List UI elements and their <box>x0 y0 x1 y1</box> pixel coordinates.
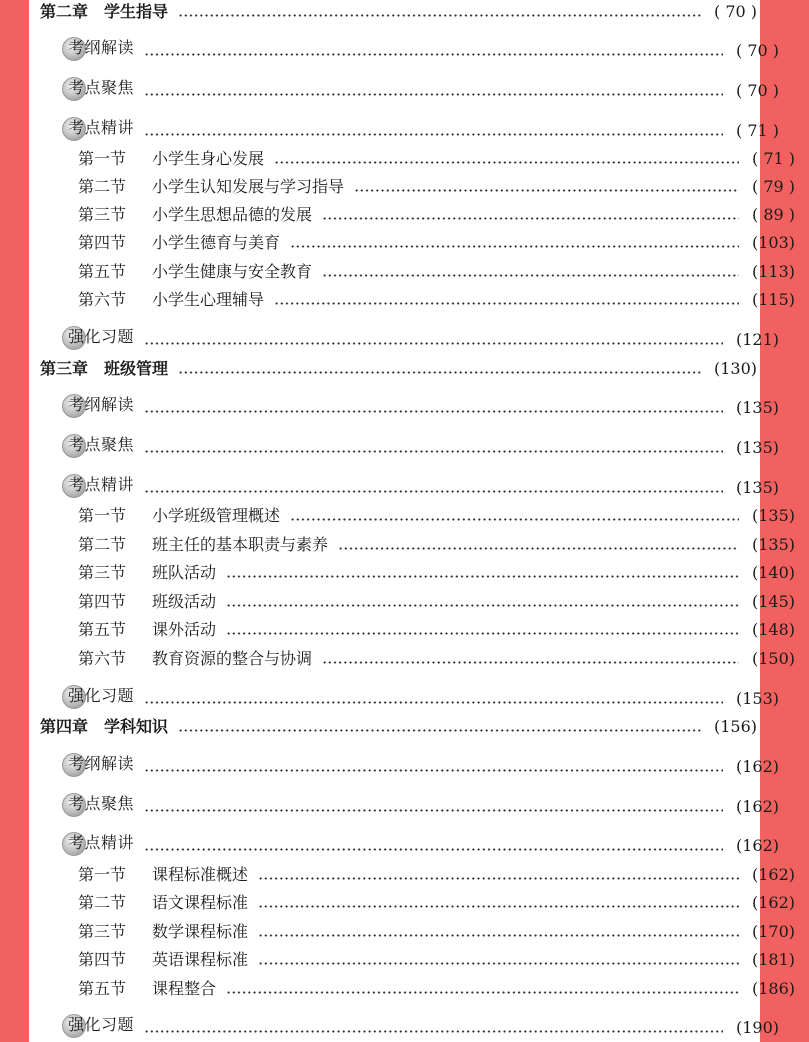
page-number: (113) <box>751 262 795 281</box>
section-label: 课程整合 <box>152 979 217 998</box>
dot-leader <box>178 14 701 17</box>
dot-leader <box>226 991 739 994</box>
dot-leader <box>144 450 723 453</box>
section-title <box>78 979 216 999</box>
page-number: (121) <box>735 330 779 349</box>
section-label: 小学班级管理概述 <box>152 506 281 525</box>
dot-leader <box>178 729 701 732</box>
section-number: 第一节 <box>78 865 127 884</box>
section-label: 班队活动 <box>152 563 217 582</box>
feature-badge <box>62 751 134 777</box>
feature-badge <box>62 791 134 817</box>
section-number: 第六节 <box>78 290 127 309</box>
section-number: 第三节 <box>78 922 127 941</box>
feature-badge <box>62 75 134 101</box>
feature-badge <box>62 830 134 856</box>
feature-entry[interactable] <box>29 1012 793 1038</box>
page-number: (135) <box>735 398 779 417</box>
feature-badge <box>62 432 134 458</box>
feature-entry[interactable] <box>29 115 793 141</box>
badge <box>62 75 134 101</box>
feature-label: 强化习题 <box>68 686 135 705</box>
feature-label: 考纲解读 <box>68 754 135 773</box>
section-label: 班主任的基本职责与素养 <box>152 535 329 554</box>
section-entry[interactable] <box>29 859 809 885</box>
section-number: 第三节 <box>78 563 127 582</box>
dot-leader <box>226 575 739 578</box>
dot-leader <box>354 189 739 192</box>
feature-entry[interactable] <box>29 472 793 498</box>
section-label: 小学生心理辅导 <box>152 290 265 309</box>
section-number: 第四节 <box>78 233 127 252</box>
page-number: (170) <box>751 922 795 941</box>
page-number: (156) <box>713 717 757 736</box>
section-entry[interactable] <box>29 256 809 282</box>
dot-leader <box>322 274 739 277</box>
dot-leader <box>274 161 739 164</box>
badge <box>62 392 134 418</box>
section-entry[interactable] <box>29 284 809 310</box>
section-entry[interactable] <box>29 529 809 555</box>
dot-leader <box>338 547 739 550</box>
feature-badge <box>62 1012 134 1038</box>
section-entry[interactable] <box>29 143 809 169</box>
section-entry[interactable] <box>29 944 809 970</box>
section-title <box>78 233 280 253</box>
page-number: (162) <box>735 797 779 816</box>
feature-badge <box>62 115 134 141</box>
page-number: (186) <box>751 979 795 998</box>
section-title <box>78 865 248 885</box>
badge <box>62 751 134 777</box>
section-number: 第一节 <box>78 506 127 525</box>
page-number: (190) <box>735 1018 779 1037</box>
page-number: ( 71 ) <box>735 121 779 140</box>
feature-label: 考点精讲 <box>68 118 135 137</box>
chapter-title: 第二章 学生指导 <box>40 2 169 21</box>
page-number: (140) <box>751 563 795 582</box>
badge <box>62 1012 134 1038</box>
section-entry[interactable] <box>29 171 809 197</box>
dot-leader <box>290 245 739 248</box>
page-number: (162) <box>751 865 795 884</box>
badge <box>62 472 134 498</box>
feature-badge <box>62 472 134 498</box>
dot-leader <box>178 371 701 374</box>
page-number: ( 70 ) <box>735 41 779 60</box>
page-number: (162) <box>735 836 779 855</box>
dot-leader <box>144 769 723 772</box>
feature-label: 考点精讲 <box>68 475 135 494</box>
dot-leader <box>226 632 739 635</box>
section-number: 第二节 <box>78 177 127 196</box>
feature-label: 考纲解读 <box>68 395 135 414</box>
section-label: 小学生身心发展 <box>152 149 265 168</box>
chapter-entry[interactable] <box>29 353 771 379</box>
section-label: 小学生认知发展与学习指导 <box>152 177 345 196</box>
feature-label: 考纲解读 <box>68 38 135 57</box>
section-label: 数学课程标准 <box>152 922 249 941</box>
feature-entry[interactable] <box>29 392 793 418</box>
feature-entry[interactable] <box>29 683 793 709</box>
feature-badge <box>62 324 134 350</box>
section-label: 课外活动 <box>152 620 217 639</box>
page-number: (181) <box>751 950 795 969</box>
section-entry[interactable] <box>29 643 809 669</box>
badge <box>62 35 134 61</box>
section-entry[interactable] <box>29 586 809 612</box>
section-number: 第五节 <box>78 262 127 281</box>
section-label: 课程标准概述 <box>152 865 249 884</box>
section-entry[interactable] <box>29 614 809 640</box>
section-title <box>78 177 344 197</box>
badge <box>62 683 134 709</box>
feature-entry[interactable] <box>29 791 793 817</box>
dot-leader <box>290 518 739 521</box>
chapter-title: 第四章 学科知识 <box>40 717 169 736</box>
dot-leader <box>144 1030 723 1033</box>
feature-label: 考点聚焦 <box>68 78 135 97</box>
dot-leader <box>144 848 723 851</box>
section-label: 小学生思想品德的发展 <box>152 205 313 224</box>
page-number: ( 79 ) <box>751 177 795 196</box>
section-title <box>78 592 216 612</box>
section-title <box>78 620 216 640</box>
section-number: 第二节 <box>78 893 127 912</box>
section-label: 班级活动 <box>152 592 217 611</box>
page-number: (135) <box>751 506 795 525</box>
feature-label: 考点精讲 <box>68 833 135 852</box>
feature-entry[interactable] <box>29 751 793 777</box>
dot-leader <box>144 701 723 704</box>
section-number: 第一节 <box>78 149 127 168</box>
section-title <box>78 649 312 669</box>
feature-entry[interactable] <box>29 35 793 61</box>
section-entry[interactable] <box>29 557 809 583</box>
section-entry[interactable] <box>29 973 809 999</box>
page-number: (135) <box>735 478 779 497</box>
dot-leader <box>322 217 739 220</box>
badge <box>62 830 134 856</box>
section-entry[interactable] <box>29 887 809 913</box>
dot-leader <box>258 905 739 908</box>
section-title <box>78 950 248 970</box>
page-number: (162) <box>735 757 779 776</box>
page-number: ( 70 ) <box>735 81 779 100</box>
section-label: 教育资源的整合与协调 <box>152 649 313 668</box>
section-title <box>78 149 264 169</box>
page-number: (153) <box>735 689 779 708</box>
badge <box>62 791 134 817</box>
page-number: (148) <box>751 620 795 639</box>
section-label: 语文课程标准 <box>152 893 249 912</box>
page-number: (135) <box>751 535 795 554</box>
badge <box>62 115 134 141</box>
page-number: (103) <box>751 233 795 252</box>
page-number: (115) <box>751 290 795 309</box>
page-number: ( 71 ) <box>751 149 795 168</box>
page-number: ( 70 ) <box>713 2 757 21</box>
section-label: 小学生健康与安全教育 <box>152 262 313 281</box>
section-entry[interactable] <box>29 199 809 225</box>
dot-leader <box>144 133 723 136</box>
section-title <box>78 506 280 526</box>
feature-entry[interactable] <box>29 324 793 350</box>
page-number: (135) <box>735 438 779 457</box>
page-number: (145) <box>751 592 795 611</box>
dot-leader <box>322 661 739 664</box>
feature-entry[interactable] <box>29 432 793 458</box>
chapter-title: 第三章 班级管理 <box>40 359 169 378</box>
section-number: 第五节 <box>78 620 127 639</box>
dot-leader <box>144 93 723 96</box>
feature-label: 强化习题 <box>68 1015 135 1034</box>
section-title <box>78 893 248 913</box>
section-title <box>78 205 312 225</box>
dot-leader <box>258 877 739 880</box>
feature-label: 强化习题 <box>68 327 135 346</box>
badge <box>62 432 134 458</box>
section-number: 第四节 <box>78 592 127 611</box>
page-number: ( 89 ) <box>751 205 795 224</box>
section-entry[interactable] <box>29 916 809 942</box>
dot-leader <box>144 342 723 345</box>
dot-leader <box>144 490 723 493</box>
section-entry[interactable] <box>29 227 809 253</box>
feature-badge <box>62 35 134 61</box>
dot-leader <box>144 410 723 413</box>
section-label: 小学生德育与美育 <box>152 233 281 252</box>
dot-leader <box>144 809 723 812</box>
page-number: (162) <box>751 893 795 912</box>
feature-entry[interactable] <box>29 830 793 856</box>
dot-leader <box>258 962 739 965</box>
chapter-entry[interactable] <box>29 711 771 737</box>
section-title <box>78 290 264 310</box>
chapter-entry[interactable] <box>29 0 771 22</box>
dot-leader <box>226 604 739 607</box>
feature-badge <box>62 683 134 709</box>
badge <box>62 324 134 350</box>
section-label: 英语课程标准 <box>152 950 249 969</box>
feature-label: 考点聚焦 <box>68 794 135 813</box>
page-number: (150) <box>751 649 795 668</box>
section-number: 第四节 <box>78 950 127 969</box>
feature-badge <box>62 392 134 418</box>
section-title <box>78 563 216 583</box>
feature-label: 考点聚焦 <box>68 435 135 454</box>
section-title <box>78 922 248 942</box>
dot-leader <box>274 302 739 305</box>
section-number: 第二节 <box>78 535 127 554</box>
section-number: 第五节 <box>78 979 127 998</box>
dot-leader <box>258 934 739 937</box>
section-number: 第三节 <box>78 205 127 224</box>
toc-page <box>29 0 795 1042</box>
feature-entry[interactable] <box>29 75 793 101</box>
dot-leader <box>144 53 723 56</box>
section-title <box>78 535 328 555</box>
section-title <box>78 262 312 282</box>
section-number: 第六节 <box>78 649 127 668</box>
section-entry[interactable] <box>29 500 809 526</box>
page-number: (130) <box>713 359 757 378</box>
